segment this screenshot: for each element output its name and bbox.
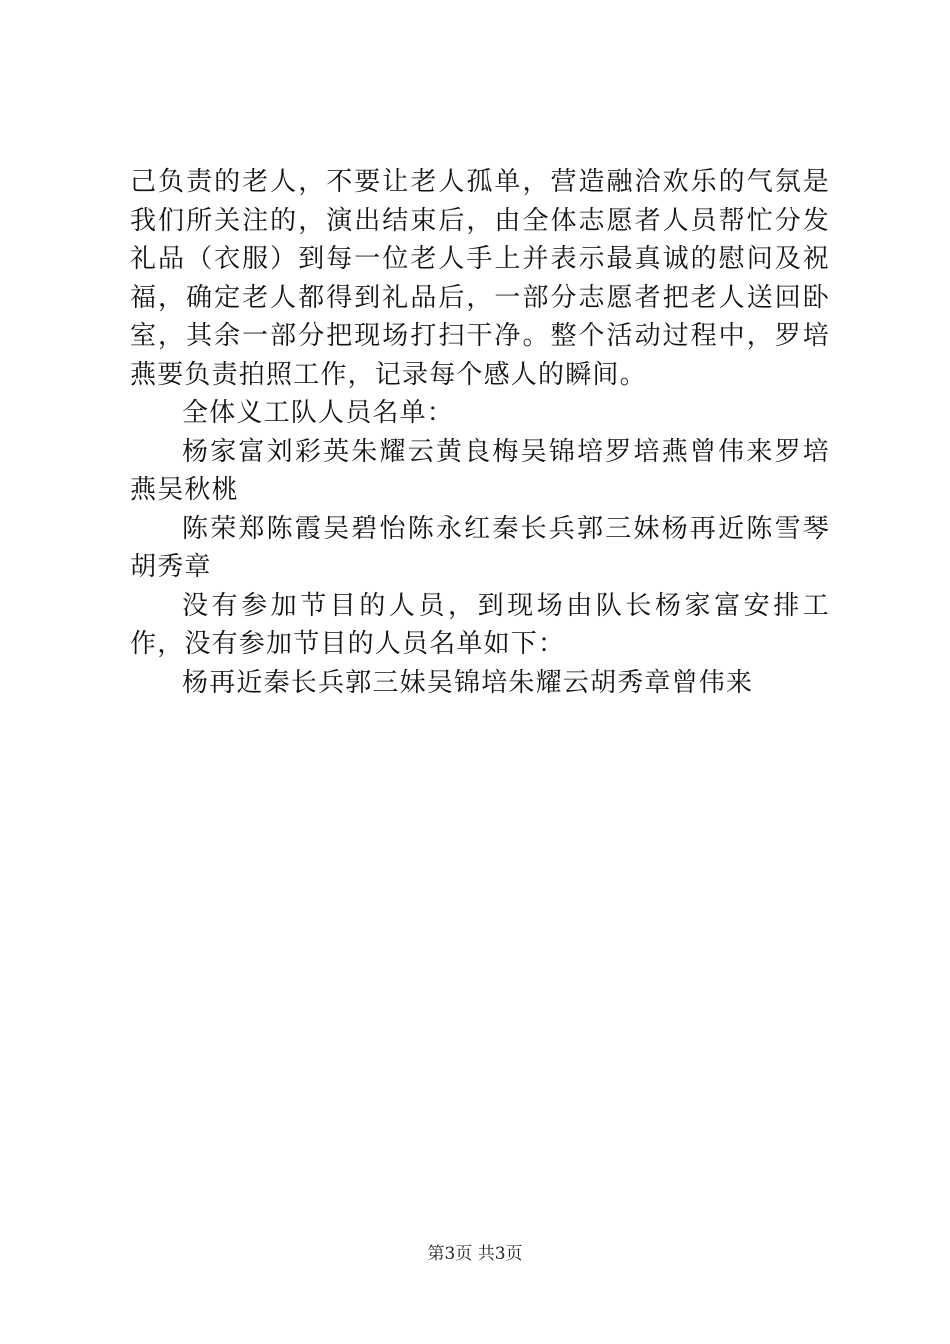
- paragraph-volunteer-list-heading: 全体义工队人员名单：: [182, 398, 455, 428]
- page-number: 第3页 共3页: [427, 1244, 523, 1264]
- page-footer: [0, 1243, 950, 1265]
- paragraph-non-performers-note: 没有参加节目的人员，到现场由队长杨家富安排工作，没有参加节目的人员名单如下：: [130, 590, 830, 659]
- paragraph-volunteer-names-2: 陈荣郑陈霞吴碧怡陈永红秦长兵郭三妹杨再近陈雪琴胡秀章: [130, 513, 830, 582]
- document-body: [130, 163, 830, 702]
- paragraph-volunteer-names-1: 杨家富刘彩英朱耀云黄良梅吴锦培罗培燕曾伟来罗培燕吴秋桃: [130, 436, 830, 505]
- paragraph-activity-description: 己负责的老人，不要让老人孤单，营造融洽欢乐的气氛是我们所关注的，演出结束后，由全体志愿者人员帮忙分发礼品（衣服）到每一位老人手上并表示最真诚的慰问及祝福，确定老人都得到礼品后，一部分志愿者把老人送回卧室，其余一部分把现场打扫干净。整个活动过程中，罗培燕要负责拍照工作，记录每个感人的瞬间。: [130, 167, 830, 390]
- paragraph-non-performer-names: 杨再近秦长兵郭三妹吴锦培朱耀云胡秀章曾伟来: [182, 667, 754, 698]
